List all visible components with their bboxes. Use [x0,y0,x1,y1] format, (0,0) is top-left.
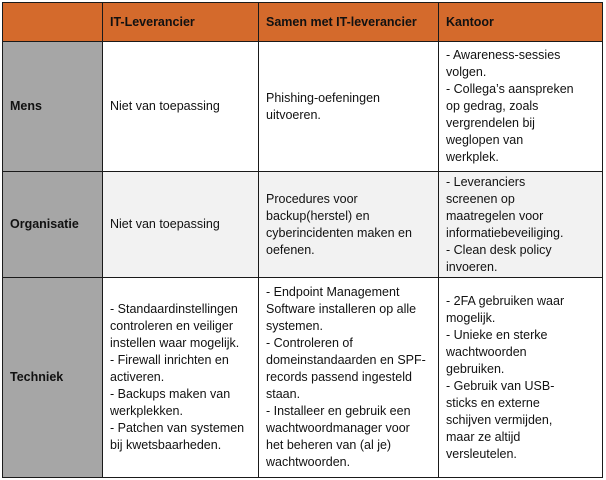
cell-line: volgen. [446,65,487,79]
cell-line: systemen. [266,319,323,333]
cell-line: op gedrag, zoals [446,99,539,113]
cell-line: werkplekken. [110,404,183,418]
cell-line: screenen op [446,191,515,206]
cell-line: wachtwoorden [446,344,527,359]
cell-line: Software installeren op alle [266,302,417,316]
cell-line: - 2FA gebruiken waar [446,293,565,308]
cell-line: - Clean desk policy [446,242,552,257]
cell-techniek-kantoor [439,278,603,478]
table-row [3,278,603,478]
cell-techniek-it-leverancier [103,278,259,478]
row-label-mens: Mens [3,42,103,172]
cell-line: Niet van toepassing [110,217,220,231]
cell-organisatie-samen [259,172,439,278]
cell-line: uitvoeren. [266,107,321,122]
cell-line: records passend ingesteld [266,370,412,384]
cell-line: - Endpoint Management [266,285,400,299]
cell-line: maatregelen voor [446,208,544,223]
header-row [3,3,603,42]
cell-line: weglopen van [446,133,524,147]
table-row [3,42,603,172]
cell-line: sticks en externe [446,395,540,410]
cell-line: backup(herstel) en [266,208,370,223]
cell-line: cyberincidenten maken en [266,225,412,240]
cell-line: werkplek. [446,150,499,164]
cell-line: activeren. [110,370,165,384]
cell-line: vergrendelen bij [446,116,535,130]
table-row [3,172,603,278]
cell-line: - Patchen van systemen [110,421,245,435]
header-it-leverancier: IT-Leverancier [103,3,259,42]
cell-line: Niet van toepassing [110,99,220,113]
cell-line: - Backups maken van [110,387,231,401]
cell-line: Phishing-oefeningen [266,90,380,105]
cell-mens-kantoor [439,42,603,172]
cell-line: mogelijk. [446,310,496,325]
cell-line: - Gebruik van USB- [446,378,555,393]
cell-line: gebruiken. [446,361,505,376]
cell-line: staan. [266,387,301,401]
cell-techniek-samen [259,278,439,478]
cell-line: oefenen. [266,242,315,257]
security-measures-table [2,2,603,478]
cell-line: - Unieke en sterke [446,327,548,342]
cell-line: het beheren van (al je) [266,438,392,452]
cell-line: - Controleren of [266,336,353,350]
cell-line: wachtwoorden. [266,455,351,469]
cell-line: bij kwetsbaarheden. [110,438,222,452]
cell-line: domeinstandaarden en SPF- [266,353,426,367]
cell-line: versleutelen. [446,446,517,461]
cell-line: - Awareness-sessies [446,48,561,62]
row-label-techniek: Techniek [3,278,103,478]
cell-organisatie-kantoor [439,172,603,278]
header-corner-cell [3,3,103,42]
cell-line: controleren en veiliger [110,319,233,333]
cell-line: Procedures voor [266,191,358,206]
cell-line: - Leveranciers [446,174,526,189]
cell-line: instellen waar mogelijk. [110,336,240,350]
cell-line: - Standaardinstellingen [110,302,238,316]
cell-line: - Installeer en gebruik een [266,404,411,418]
row-label-organisatie: Organisatie [3,172,103,278]
cell-line: informatiebeveiliging. [446,225,564,240]
cell-line: schijven vermijden, [446,412,553,427]
header-kantoor: Kantoor [439,3,603,42]
cell-line: - Collega’s aanspreken [446,82,574,96]
cell-line: wachtwoordmanager voor [266,421,410,435]
header-samen-met-it-leverancier: Samen met IT-leverancier [259,3,439,42]
cell-organisatie-it-leverancier [103,172,259,278]
cell-mens-it-leverancier [103,42,259,172]
cell-line: invoeren. [446,259,498,274]
cell-line: - Firewall inrichten en [110,353,229,367]
cell-mens-samen [259,42,439,172]
cell-line: maar ze altijd [446,429,521,444]
